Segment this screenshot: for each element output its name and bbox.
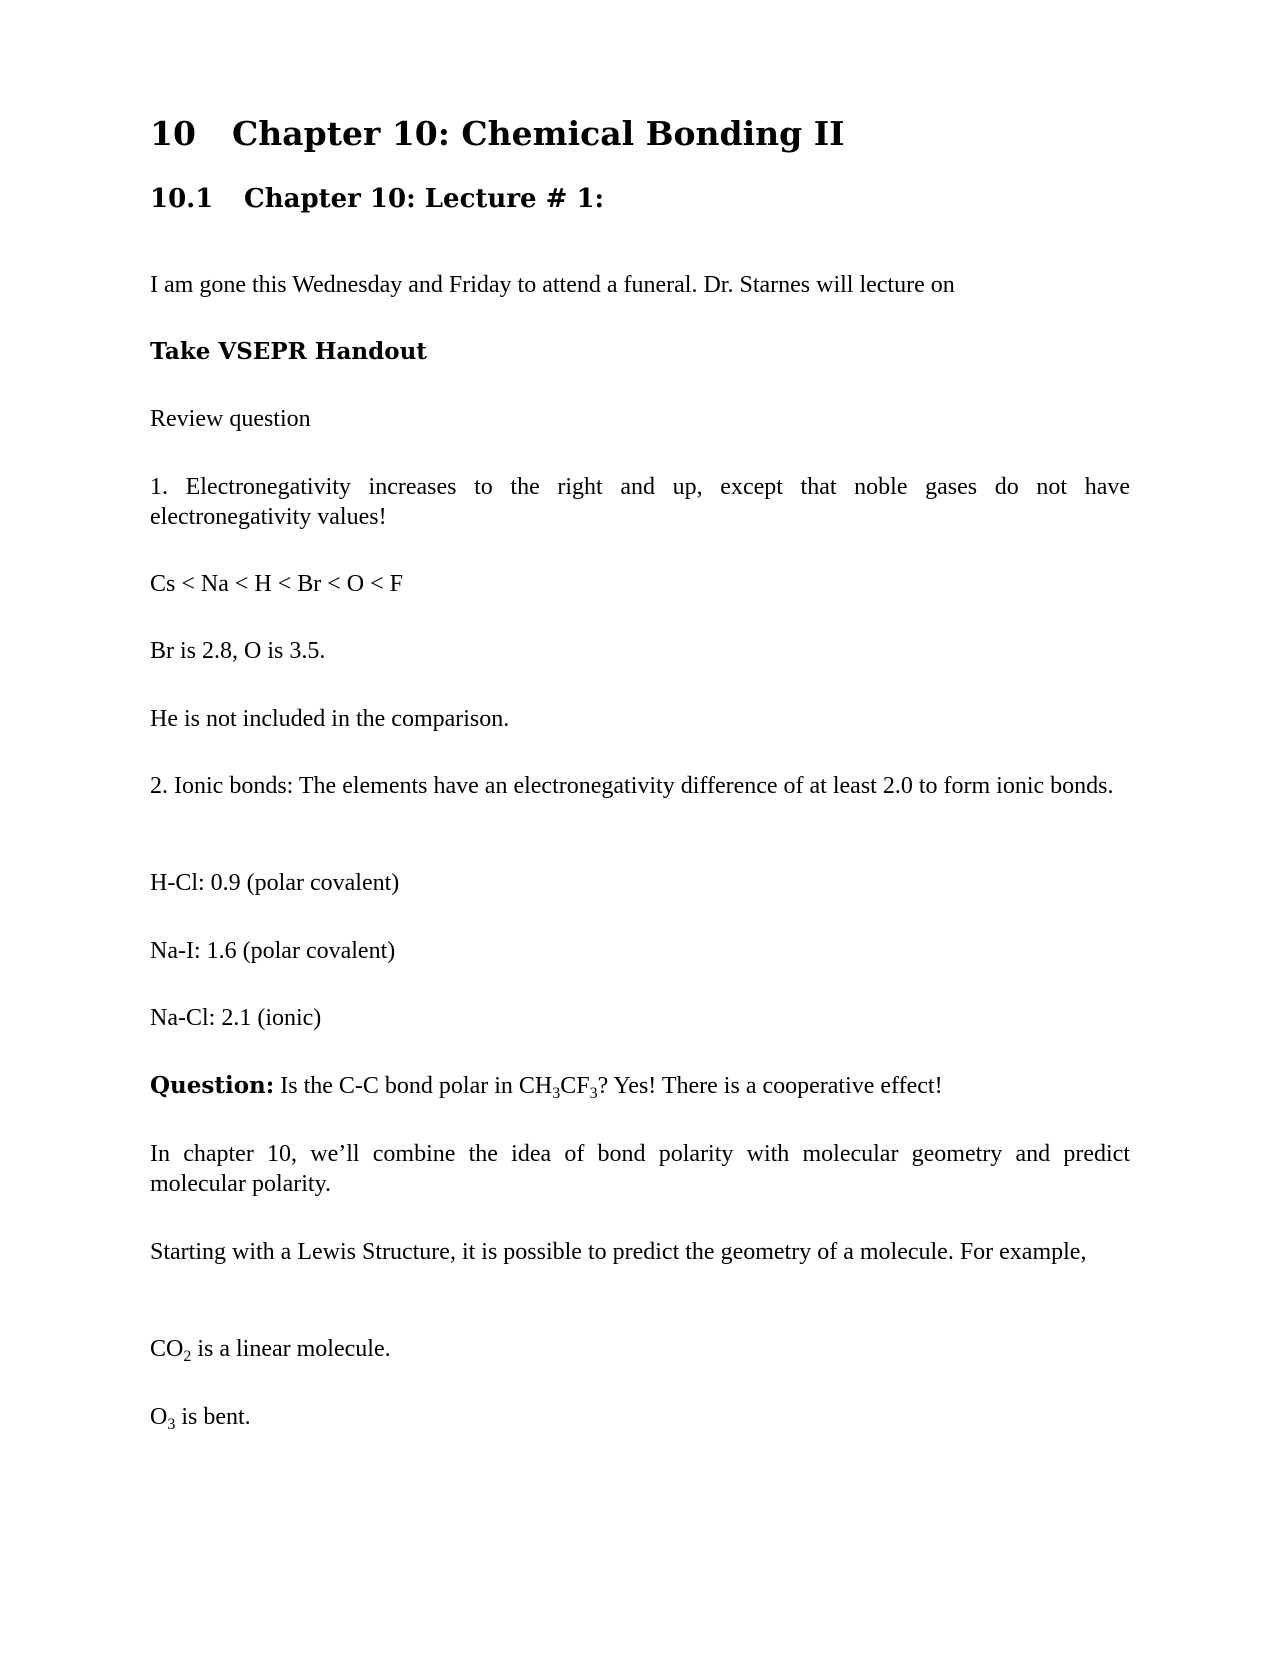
co2-text: is a linear molecule. (191, 1336, 391, 1362)
section-number: 10.1 (150, 184, 214, 214)
review-label: Review question (150, 406, 311, 432)
announcement-paragraph: I am gone this Wednesday and Friday to attend a funeral. Dr. Starnes will lecture on (150, 272, 955, 298)
electronegativity-values: Br is 2.8, O is 3.5. (150, 638, 326, 664)
o3-text: is bent. (175, 1404, 251, 1430)
question-subscript-1: 3 (552, 1085, 561, 1102)
co2-statement (150, 1334, 1130, 1364)
question-paragraph (150, 1071, 1130, 1101)
question-label: Question: (150, 1072, 275, 1099)
section-heading (150, 181, 604, 217)
chapter10-intro-paragraph: In chapter 10, we’ll combine the idea of bond polarity with molecular geometry and predict molecular polarity. (150, 1141, 1130, 1197)
helium-note: He is not included in the comparison. (150, 706, 510, 732)
chapter-heading (150, 112, 845, 156)
co2-formula: CO (150, 1336, 184, 1362)
section-title: Chapter 10: Lecture # 1: (244, 184, 605, 214)
question-subscript-2: 3 (589, 1085, 598, 1102)
o3-subscript: 3 (167, 1416, 176, 1433)
question-text-post: ? Yes! There is a cooperative effect! (597, 1073, 943, 1099)
handout-note: Take VSEPR Handout (150, 338, 427, 365)
q2-paragraph: 2. Ionic bonds: The elements have an electronegativity difference of at least 2.0 to form ionic bonds. (150, 773, 1114, 799)
o3-formula: O (150, 1404, 168, 1430)
o3-statement (150, 1402, 1130, 1432)
lewis-structure-paragraph: Starting with a Lewis Structure, it is possible to predict the geometry of a molecule. For example, (150, 1239, 1087, 1265)
electronegativity-ordering: Cs < Na < H < Br < O < F (150, 571, 404, 597)
co2-subscript: 2 (183, 1348, 192, 1365)
question-text-mid: CF (560, 1073, 590, 1099)
nacl-difference: Na-Cl: 2.1 (ionic) (150, 1005, 322, 1031)
hcl-difference: H-Cl: 0.9 (polar covalent) (150, 870, 400, 896)
nai-difference: Na-I: 1.6 (polar covalent) (150, 938, 396, 964)
chapter-number: 10 (150, 114, 196, 153)
chapter-title: Chapter 10: Chemical Bonding II (232, 114, 845, 153)
question-text-pre: Is the C-C bond polar in CH (280, 1073, 553, 1099)
q1-paragraph: 1. Electronegativity increases to the right and up, except that noble gases do not have electronegativity values! (150, 474, 1130, 530)
